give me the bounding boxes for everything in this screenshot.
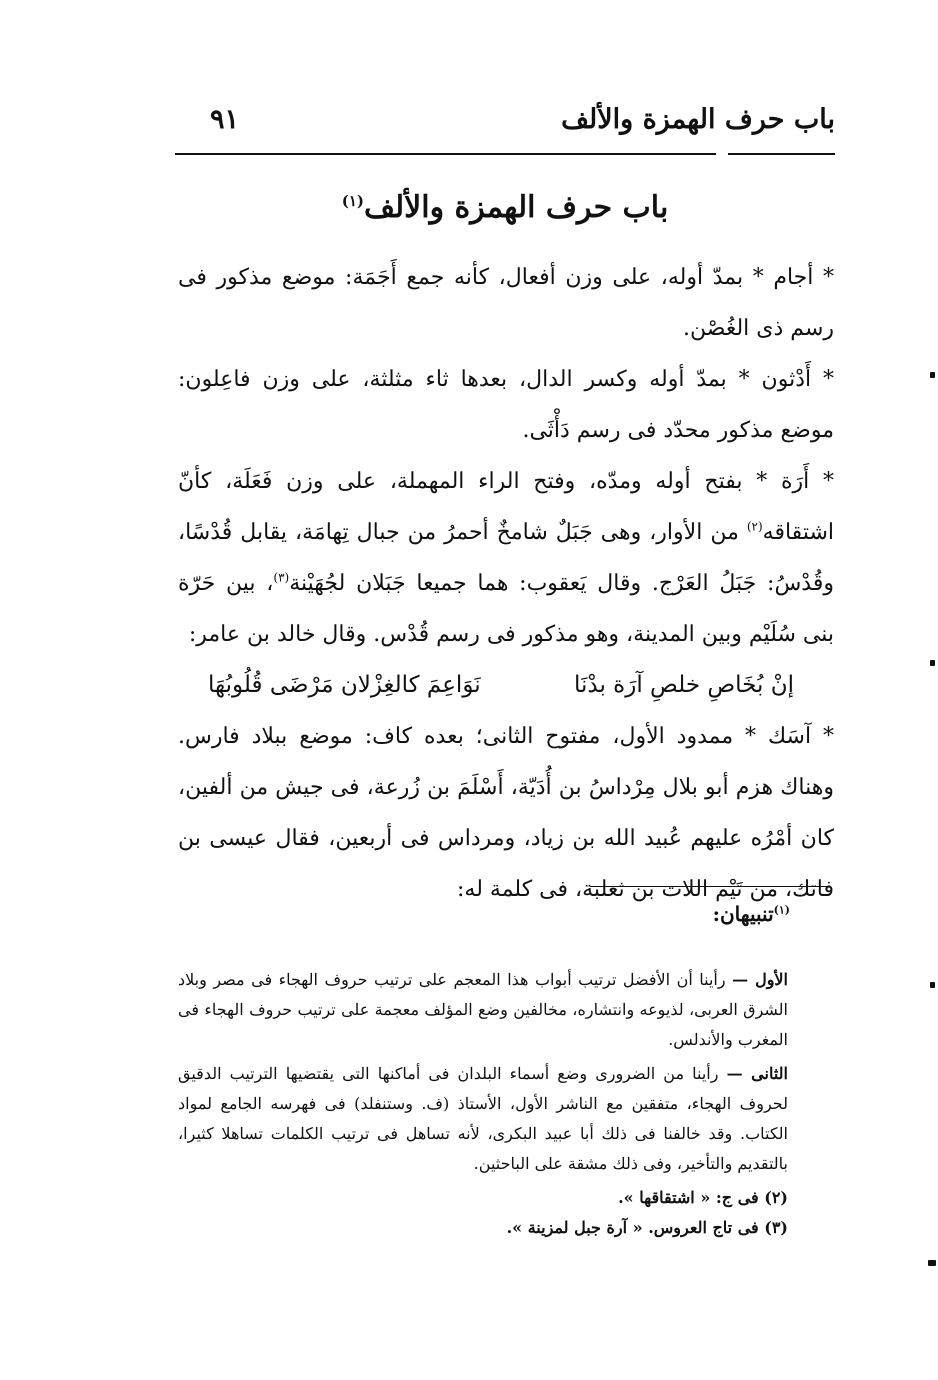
margin-mark — [928, 1260, 936, 1266]
section-title — [175, 190, 835, 225]
verse-line — [178, 660, 834, 711]
footnote-second-text: رأينا من الضرورى وضع أسماء البلدان فى أماكنها التى يقتضيها الترتيب الدقيق لحروف الهجاء، متفقين مع الناشر الأول، الأستاذ (ف. وستنفلد) فى فهرسه الجامع لمواد الكتاب. وقد خالفنا فى ذلك أبا عبيد البكرى، لأنه تساهل فى ترتيب الكلمات تساهلا كثيرا، بالتقديم والتأخير، وفى ذلك مشقة على الباحثين. — [178, 1064, 788, 1173]
entry-ara-part3: ، بين حَرّة بنى سُلَيْم وبين المدينة، وهو مذكور فى رسم قُدْس. وقال خالد بن عامر: — [178, 571, 834, 647]
verse-right-hemistich: إنْ بُخَاصِ خلصِ آرَة بدْنَا — [573, 672, 794, 698]
section-title-text: باب حرف الهمزة والألف — [363, 190, 669, 225]
footnote-first-lead: الأول — — [732, 970, 788, 989]
page-number: ٩١ — [210, 104, 240, 135]
margin-mark — [930, 982, 935, 988]
header-rule — [175, 153, 835, 155]
footnote-first-text: رأينا أن الأفضل ترتيب أبواب هذا المعجم على ترتيب حروف الهجاء فى مصر وبلاد الشرق العربى، لذيوعه وانتشاره، مخالفين وضع المؤلف معجمة على ترتيب حروف الهجاء فى المغرب والأندلس. — [178, 970, 788, 1049]
footnote-first — [178, 965, 788, 1055]
running-header — [175, 104, 835, 144]
notes-heading — [600, 902, 790, 926]
header-rule-gap — [716, 150, 728, 158]
footnote-2: (٢) فى ج: « اشتقاقها ». — [618, 1188, 788, 1207]
entry-ara-note2: (٣) — [273, 570, 290, 585]
footnote-separator — [590, 886, 830, 887]
margin-mark — [930, 372, 935, 378]
verse-left-hemistich: نَوَاعِمَ كالغِزْلان مَرْضَى قُلُوبُهَا — [208, 672, 481, 698]
notes-heading-mark: (١) — [773, 903, 790, 917]
section-title-note: (١) — [341, 192, 364, 210]
footnote-second-lead: الثانى — — [726, 1064, 788, 1083]
margin-mark — [930, 660, 935, 666]
entry-ara-part2: من الأوار، وهى جَبَلٌ شامخٌ أحمرُ من جبال تِهامَة، يقابل قُدْسًا، وقُدْسُ: جَبَلُ العَرْج. وقال يَعقوب: هما جميعا جَبَلان لجُهَيْنة — [178, 520, 834, 596]
entry-ajam: * أجام * بمدّ أوله، على وزن أفعال، كأنه جمع أَجَمَة: موضع مذكور فى رسم ذى الغُصْن. — [178, 265, 834, 341]
entry-ara-note: (٢) — [746, 519, 763, 534]
running-title: باب حرف الهمزة والألف — [561, 104, 835, 135]
entry-ara — [178, 456, 834, 660]
body-text — [178, 252, 834, 915]
footnote-second — [178, 1059, 788, 1179]
notes-heading-label: تنبيهان: — [712, 902, 774, 926]
entry-asak: * آسَك * ممدود الأول، مفتوح الثانى؛ بعده كاف: موضع ببلاد فارس. وهناك هزم أبو بلال مِرْداسُ بن أُدَيّة، أَسْلَمَ بن زُرعة، فى جيش من ألفين، كان أمْرُه عليهم عُبيد الله بن زياد، ومرداس فى أربعين، فقال عيسى بن فاتك، من تَيْم اللات بن ثعلبة، فى كلمة له: — [178, 724, 834, 902]
footnote-3: (٣) فى تاج العروس. « آرة جبل لمزينة ». — [506, 1218, 788, 1237]
footnotes — [178, 965, 788, 1243]
entry-ara-part1: * أَرَة * بفتح أوله ومدّه، وفتح الراء المهملة، على وزن فَعَلَة، كأنّ اشتقاقه — [178, 469, 834, 545]
entry-adthun: * أَدْثون * بمدّ أوله وكسر الدال، بعدها ثاء مثلثة، على وزن فاعِلون: موضع مذكور محدّد فى رسم دَأْثَى. — [178, 367, 834, 443]
